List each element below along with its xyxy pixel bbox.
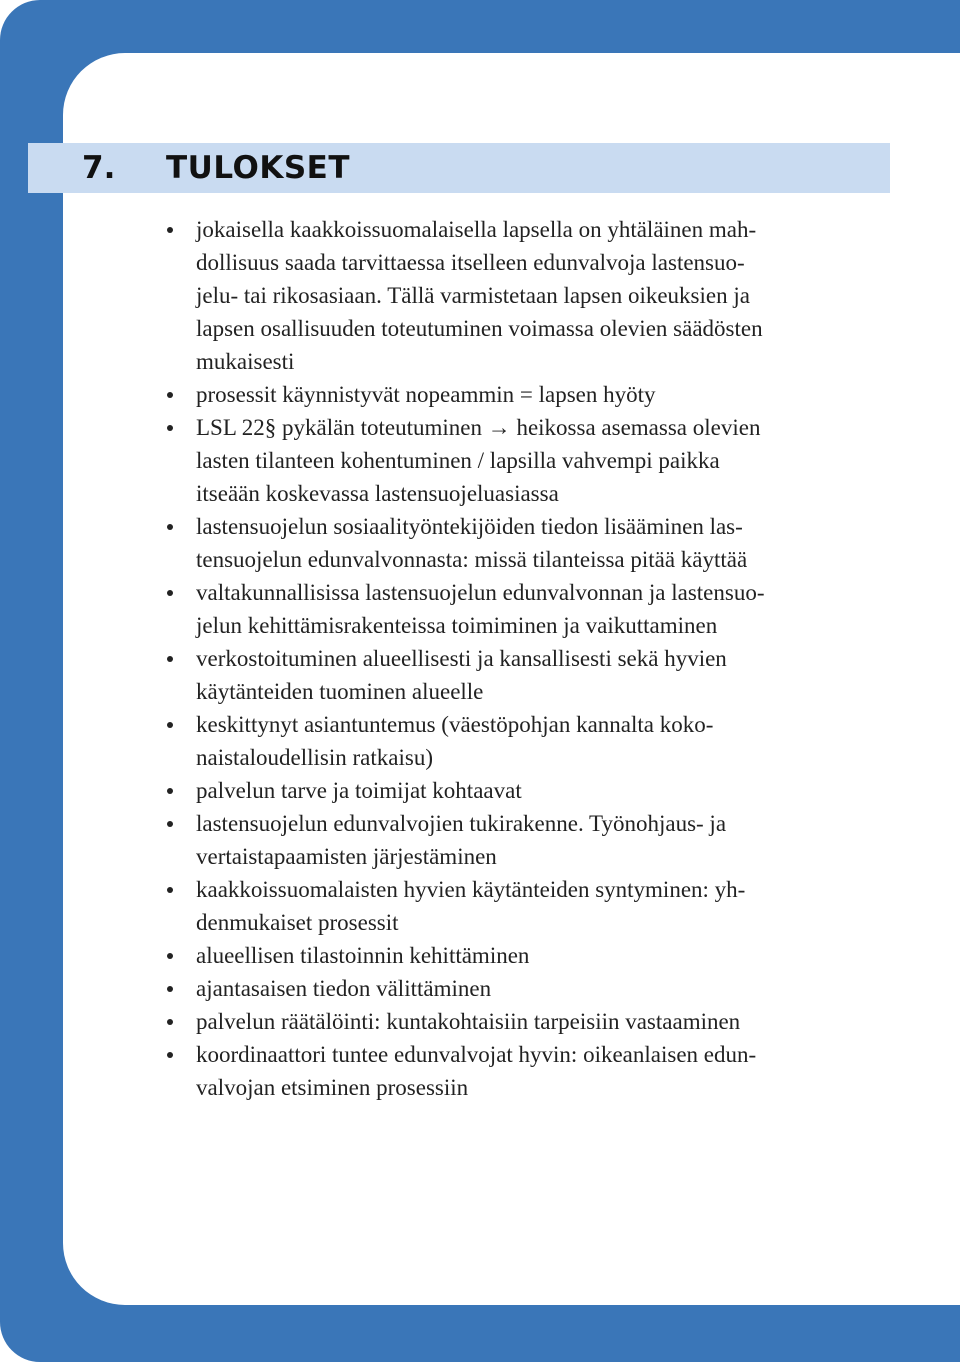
list-item-line: jelun kehittämisrakenteissa toimiminen ja vaikuttaminen bbox=[196, 613, 718, 638]
list-item bbox=[196, 708, 886, 774]
list-item bbox=[196, 873, 886, 939]
list-item-line: tensuojelun edunvalvonnasta: missä tilanteissa pitää käyttää bbox=[196, 547, 748, 572]
bullet-icon bbox=[167, 953, 173, 959]
bullet-icon bbox=[167, 227, 173, 233]
bullet-icon bbox=[167, 590, 173, 596]
list-item-line: palvelun räätälöinti: kuntakohtaisiin tarpeisiin vastaaminen bbox=[196, 1009, 741, 1034]
list-item-line: jokaisella kaakkoissuomalaisella lapsella on yhtäläinen mah- bbox=[196, 217, 757, 242]
section-heading-band bbox=[28, 143, 890, 193]
list-item bbox=[196, 378, 886, 411]
list-item-line: prosessit käynnistyvät nopeammin = lapsen hyöty bbox=[196, 382, 656, 407]
list-item bbox=[196, 1038, 886, 1104]
list-item bbox=[196, 939, 886, 972]
list-item bbox=[196, 411, 886, 510]
list-item-line: palvelun tarve ja toimijat kohtaavat bbox=[196, 778, 522, 803]
list-item-line: denmukaiset prosessit bbox=[196, 910, 399, 935]
results-list bbox=[196, 213, 886, 1104]
list-item-line: ajantasaisen tiedon välittäminen bbox=[196, 976, 492, 1001]
section-title: TULOKSET bbox=[166, 150, 350, 186]
bullet-icon bbox=[167, 1019, 173, 1025]
list-item-line: alueellisen tilastoinnin kehittäminen bbox=[196, 943, 530, 968]
list-item-line: itseään koskevassa lastensuojeluasiassa bbox=[196, 481, 559, 506]
list-item bbox=[196, 807, 886, 873]
list-item bbox=[196, 972, 886, 1005]
list-item-line: dollisuus saada tarvittaessa itselleen edunvalvoja lastensuo- bbox=[196, 250, 745, 275]
list-item bbox=[196, 774, 886, 807]
list-item-line: lastensuojelun edunvalvojien tukirakenne. Työnohjaus- ja bbox=[196, 811, 727, 836]
list-item-line: käytänteiden tuominen alueelle bbox=[196, 679, 484, 704]
bullet-icon bbox=[167, 425, 173, 431]
list-item-line: LSL 22§ pykälän toteutuminen → heikossa asemassa olevien bbox=[196, 415, 761, 440]
list-item-line: jelu- tai rikosasiaan. Tällä varmistetaan lapsen oikeuksien ja bbox=[196, 283, 750, 308]
bullet-icon bbox=[167, 722, 173, 728]
bullet-icon bbox=[167, 887, 173, 893]
list-item-line: kaakkoissuomalaisten hyvien käytänteiden syntyminen: yh- bbox=[196, 877, 746, 902]
list-item-line: naistaloudellisin ratkaisu) bbox=[196, 745, 433, 770]
list-item-line: mukaisesti bbox=[196, 349, 295, 374]
list-item-line: valvojan etsiminen prosessiin bbox=[196, 1075, 469, 1100]
list-item bbox=[196, 1005, 886, 1038]
bullet-icon bbox=[167, 986, 173, 992]
list-item-line: lapsen osallisuuden toteutuminen voimassa olevien säädösten bbox=[196, 316, 763, 341]
list-item bbox=[196, 576, 886, 642]
bullet-icon bbox=[167, 1052, 173, 1058]
list-item-line: verkostoituminen alueellisesti ja kansallisesti sekä hyvien bbox=[196, 646, 727, 671]
list-item-line: valtakunnallisissa lastensuojelun edunvalvonnan ja lastensuo- bbox=[196, 580, 765, 605]
bullet-icon bbox=[167, 788, 173, 794]
list-item-line: keskittynyt asiantuntemus (väestöpohjan kannalta koko- bbox=[196, 712, 714, 737]
bullet-icon bbox=[167, 392, 173, 398]
list-item-line: koordinaattori tuntee edunvalvojat hyvin: oikeanlaisen edun- bbox=[196, 1042, 757, 1067]
list-item-line: lasten tilanteen kohentuminen / lapsilla vahvempi paikka bbox=[196, 448, 720, 473]
list-item bbox=[196, 510, 886, 576]
list-item-line: vertaistapaamisten järjestäminen bbox=[196, 844, 497, 869]
list-item-line: lastensuojelun sosiaalityöntekijöiden tiedon lisääminen las- bbox=[196, 514, 743, 539]
list-item bbox=[196, 642, 886, 708]
list-item bbox=[196, 213, 886, 378]
section-number: 7. bbox=[82, 150, 116, 186]
bullet-icon bbox=[167, 524, 173, 530]
bullet-icon bbox=[167, 821, 173, 827]
bullet-icon bbox=[167, 656, 173, 662]
